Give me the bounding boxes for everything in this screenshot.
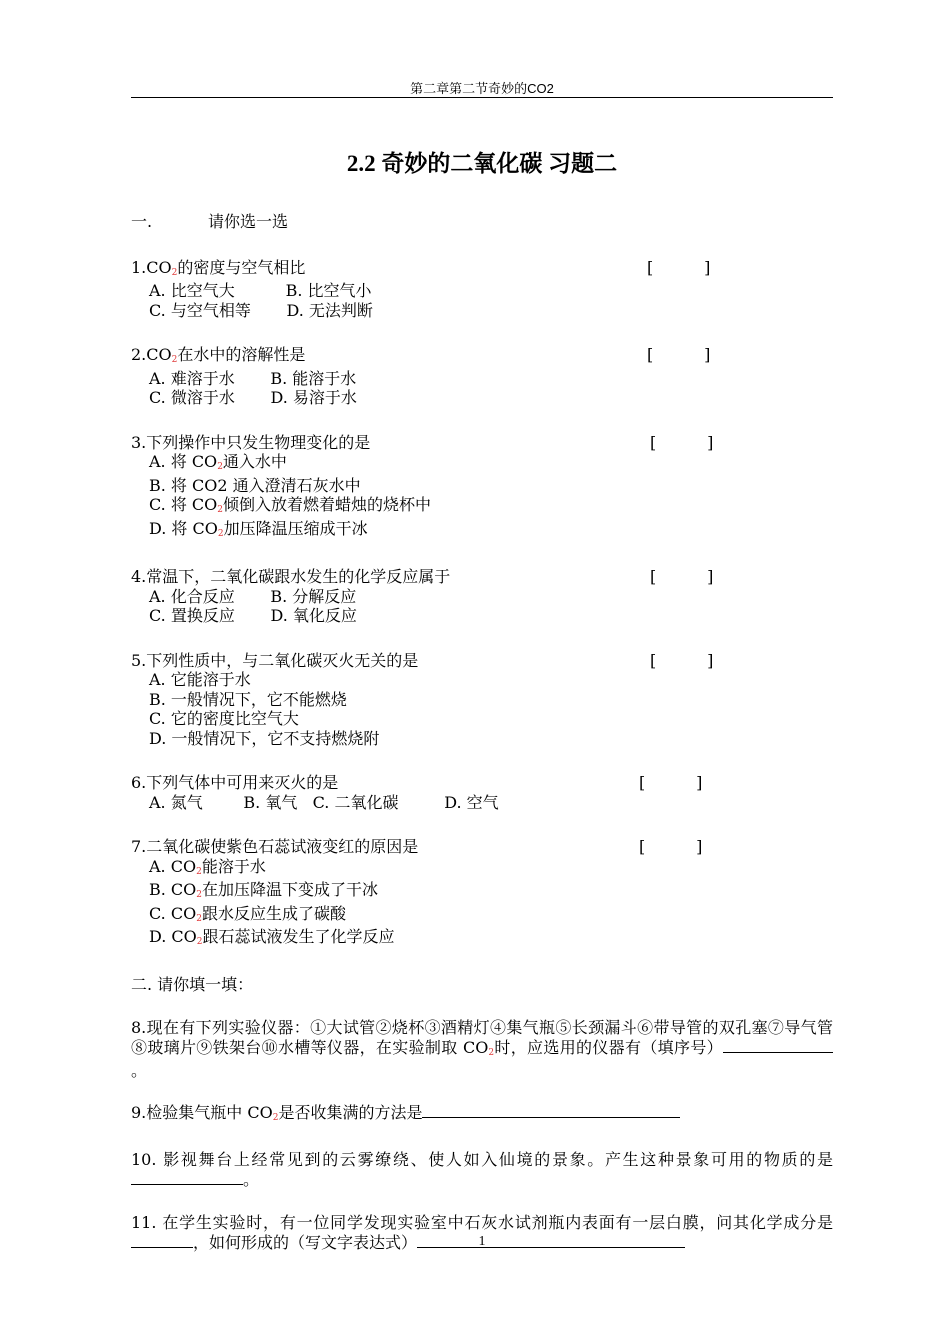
option-line: A. 比空气大 B. 比空气小	[149, 281, 372, 300]
header-rule	[131, 97, 833, 98]
option-line: A. 它能溶于水	[149, 670, 251, 689]
page-title: 2.2 奇妙的二氧化碳 习题二	[346, 151, 618, 176]
question-4	[131, 567, 833, 626]
page-header: 第二章第二节奇妙的CO2	[410, 81, 554, 96]
section-number: 一.	[131, 212, 153, 231]
question-5	[131, 651, 833, 749]
option-line: A. 难溶于水 B. 能溶于水	[149, 368, 357, 388]
section-label: 请你选一选	[208, 212, 289, 231]
option-line: C. 将 CO2倾倒入放着燃着蜡烛的烧杯中	[149, 495, 432, 515]
option-line: A. 化合反应 B. 分解反应	[149, 586, 357, 606]
question-stem: 7.二氧化碳使紫色石蕊试液变红的原因是	[131, 837, 419, 856]
answer-blank[interactable]	[723, 1038, 833, 1053]
section-fill-heading: 二. 请你填一填：	[131, 974, 254, 994]
question-stem: 2.CO	[131, 345, 172, 364]
question-stem: 5.下列性质中，与二氧化碳灭火无关的是	[131, 650, 419, 670]
option-line: B. 一般情况下，它不能燃烧	[149, 689, 347, 709]
question-stem: 4.常温下，二氧化碳跟水发生的化学反应属于	[131, 567, 451, 586]
section-choice-heading	[131, 212, 833, 232]
answer-blank[interactable]	[422, 1103, 680, 1118]
question-stem: 3.下列操作中只发生物理变化的是	[131, 432, 371, 452]
answer-bracket[interactable]: [ ]	[647, 257, 711, 277]
answer-bracket[interactable]: [ ]	[650, 650, 714, 670]
option-line: C. 它的密度比空气大	[149, 709, 299, 728]
answer-blank[interactable]	[131, 1170, 243, 1185]
worksheet-body	[131, 212, 833, 1252]
option-line: C. 与空气相等 D. 无法判断	[149, 300, 373, 320]
question-6	[131, 773, 833, 812]
question-stem-rest: 的密度与空气相比	[177, 257, 306, 277]
option-line: B. 将 CO2 通入澄清石灰水中	[149, 475, 361, 495]
answer-bracket[interactable]: [ ]	[639, 773, 703, 792]
option-line: D. CO2跟石蕊试液发生了化学反应	[149, 927, 395, 947]
option-line: D. 将 CO2加压降温压缩成干冰	[149, 518, 368, 539]
question-stem: 6.下列气体中可用来灭火的是	[131, 773, 339, 792]
answer-bracket[interactable]: [ ]	[639, 837, 703, 856]
option-line: B. CO2在加压降温下变成了干冰	[149, 880, 379, 900]
question-stem: 1.CO	[131, 257, 172, 277]
option-line: A. CO2能溶于水	[149, 856, 266, 877]
option-line: A. 氮气 B. 氧气 C. 二氧化碳 D. 空气	[149, 792, 499, 812]
answer-bracket[interactable]: [ ]	[647, 345, 711, 364]
option-line: D. 一般情况下，它不支持燃烧附	[149, 728, 380, 748]
question-2	[131, 345, 833, 408]
page-number: 1	[478, 1234, 486, 1249]
question-1	[131, 258, 833, 321]
subscript: 2	[171, 267, 178, 278]
option-line: A. 将 CO2通入水中	[149, 452, 287, 472]
question-9: 9.检验集气瓶中 CO2是否收集满的方法是	[131, 1103, 833, 1127]
question-10: 10. 影视舞台上经常见到的云雾缭绕、使人如入仙境的景象。产生这种景象可用的物质的是 。	[131, 1150, 833, 1189]
answer-bracket[interactable]: [ ]	[650, 432, 714, 452]
question-stem-rest: 在水中的溶解性是	[177, 345, 306, 364]
question-8: 8.现在有下列实验仪器：①大试管②烧杯③酒精灯④集气瓶⑤长颈漏斗⑥带导管的双孔塞⑦导气管⑧玻璃片⑨铁架台⑩水槽等仪器，在实验制取 CO2时，应选用的仪器有（填序号）。	[131, 1018, 833, 1080]
option-line: C. 置换反应 D. 氧化反应	[149, 606, 357, 625]
answer-bracket[interactable]: [ ]	[650, 567, 714, 586]
option-line: C. 微溶于水 D. 易溶于水	[149, 388, 357, 407]
subscript: 2	[171, 355, 178, 365]
question-11: 11. 在学生实验时，有一位同学发现实验室中石灰水试剂瓶内表面有一层白膜，问其化学成分是，如何形成的（写文字表达式）	[131, 1213, 833, 1252]
question-7	[131, 837, 833, 951]
option-line: C. CO2跟水反应生成了碳酸	[149, 903, 346, 924]
question-3	[131, 433, 833, 543]
